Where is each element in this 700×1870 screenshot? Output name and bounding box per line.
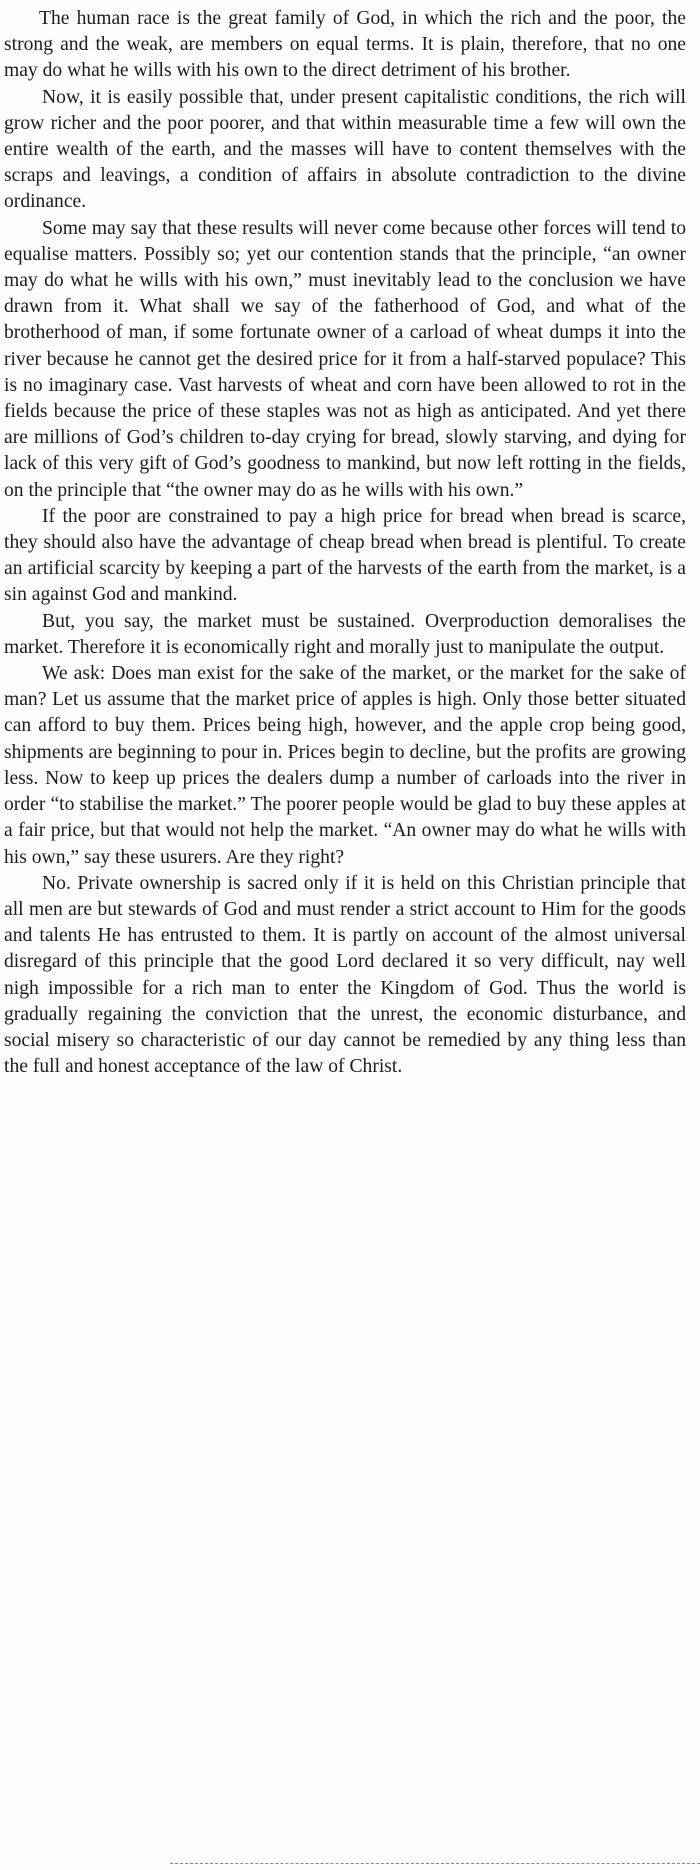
paragraph-private-ownership: No. Private ownership is sacred only if it is held on this Christian principle that all men are but stewards of God and must render a strict account to Him for the goods and talents He has entrusted to them. It is partly on account of the almost universal disregard of this principle that the good Lord declared it so very difficult, nay well nigh impossible for a rich man to enter the Kingdom of God. Thus the world is gradually regaining the conviction that the unrest, the economic disturbance, and social misery so characteristic of our day cannot be remedied by any thing less than the full and honest acceptance of the law of Christ. [4, 872, 686, 1078]
paragraph-market-sustained: But, you say, the market must be sustained. Overproduction demoralises the market. Therefore it is economically right and morally just to manipulate the output. [4, 610, 686, 658]
paragraph-artificial-scarcity: If the poor are constrained to pay a high price for bread when bread is scarce, they should also have the advantage of cheap bread when bread is plentiful. To create an artificial scarcity by keeping a part of the harvests of the earth from the market, is a sin against God and mankind. [4, 505, 686, 606]
article-body [4, 6, 686, 1080]
paragraph-owner-principle: Some may say that these results will never come because other forces will tend to equalise matters. Possibly so; yet our contention stands that the principle, “an owner may do what he wills with his own,” must inevitably lead to the conclusion we have drawn from it. What shall we say of the fatherhood of God, and what of the brotherhood of man, if some fortunate owner of a carload of wheat dumps it into the river because he cannot get the desired price for it from a half-starved populace? This is no imaginary case. Vast harvests of wheat and corn have been allowed to rot in the fields because the price of these staples was not as high as anticipated. And yet there are millions of God’s children to-day crying for bread, slowly starving, and dying for lack of this very gift of God’s goodness to mankind, but now left rotting in the fields, on the principle that “the owner may do as he wills with his own.” [4, 217, 686, 501]
paragraph-apples-example: We ask: Does man exist for the sake of the market, or the market for the sake of man? Let us assume that the market price of apples is high. Only those better situated can afford to buy them. Prices being high, however, and the apple crop being good, shipments are beginning to pour in. Prices begin to decline, but the profits are growing less. Now to keep up prices the dealers dump a number of carloads into the river in order “to stabilise the market.” The poorer people would be glad to buy these apples at a fair price, but that would not help the market. “An owner may do what he wills with his own,” say these usurers. Are they right? [4, 663, 686, 868]
bottom-divider [170, 1863, 700, 1864]
paragraph-human-race: The human race is the great family of God, in which the rich and the poor, the strong and the weak, are members on equal terms. It is plain, therefore, that no one may do what he wills with his own to the direct detriment of his brother. [4, 8, 686, 82]
paragraph-capitalistic-conditions: Now, it is easily possible that, under present capitalistic conditions, the rich will grow richer and the poor poorer, and that within measurable time a few will own the entire wealth of the earth, and the masses will have to content themselves with the scraps and leavings, a condition of affairs in absolute contradiction to the divine ordinance. [4, 86, 686, 213]
